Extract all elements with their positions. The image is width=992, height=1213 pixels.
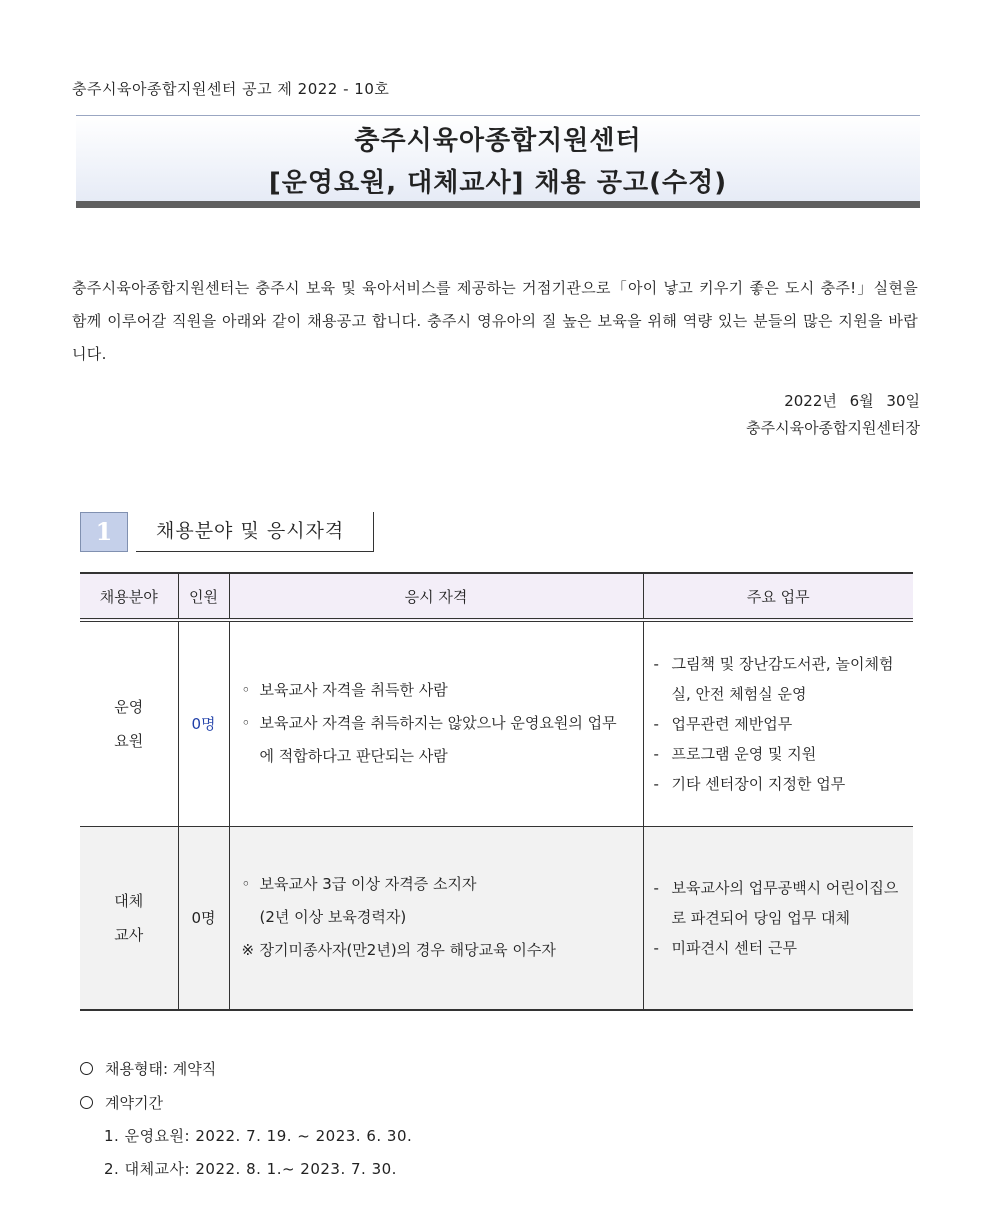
qualification-item <box>242 707 631 773</box>
notice-number: 충주시육아종합지원센터 공고 제 2022 - 10호 <box>72 80 390 98</box>
field-cell <box>80 620 178 826</box>
dash-mark: - <box>653 714 659 733</box>
field-label: 교사 <box>114 925 144 944</box>
duty-item <box>654 933 904 963</box>
qualification-cell <box>229 826 643 1010</box>
header-duties: 주요 업무 <box>643 573 913 620</box>
table-row <box>80 826 913 1010</box>
dash-mark: - <box>653 878 659 897</box>
duty-text: 프로그램 운영 및 지원 <box>671 744 817 763</box>
qualification-text: (2년 이상 보육경력자) <box>259 908 407 927</box>
qualification-item <box>242 868 631 901</box>
qualification-text: 보육교사 자격을 취득한 사람 <box>259 681 448 700</box>
header-field: 채용분야 <box>80 573 178 620</box>
bullet-mark: ◦ <box>241 875 251 894</box>
duty-item <box>654 739 904 769</box>
page-title: 충주시육아종합지원센터 <box>354 126 642 156</box>
header-qualification: 응시 자격 <box>229 573 643 620</box>
header-count: 인원 <box>178 573 229 620</box>
table-row <box>80 620 913 826</box>
field-cell <box>80 826 178 1010</box>
qualification-text: 보육교사 자격을 취득하지는 않았으나 운영요원의 업무에 적합하다고 판단되는 사람 <box>259 714 617 766</box>
duty-text: 그림책 및 장난감도서관, 놀이체험실, 안전 체험실 운영 <box>671 654 894 703</box>
count-cell: 0명 <box>178 826 229 1010</box>
qualification-item <box>242 901 631 934</box>
duties-cell <box>643 826 913 1010</box>
duties-cell <box>643 620 913 826</box>
contract-period-item: 2. 대체교사: 2022. 8. 1.~ 2023. 7. 30. <box>104 1160 397 1178</box>
section-number-badge: 1 <box>80 512 128 552</box>
duty-text: 보육교사의 업무공백시 어린이집으로 파견되어 당임 업무 대체 <box>671 878 899 927</box>
qualification-text: 보육교사 3급 이상 자격증 소지자 <box>259 875 477 894</box>
bullet-mark <box>242 901 260 934</box>
intro-paragraph: 충주시육아종합지원센터는 충주시 보육 및 육아서비스를 제공하는 거점기관으로「아이 낳고 키우기 좋은 도시 충주!」실현을 함께 이루어갈 직원을 아래와 같이 채용공고 합니다. 충주시 영유아의 질 높은 보육을 위해 역량 있는 분들의 많은 지원을 바랍니다. <box>72 279 918 363</box>
title-banner <box>76 115 920 208</box>
page-subtitle: [운영요원, 대체교사] 채용 공고(수정) <box>268 168 728 198</box>
recruitment-table <box>80 572 913 1011</box>
dash-mark: - <box>653 654 659 673</box>
field-label: 요원 <box>114 731 144 750</box>
qualification-item <box>242 934 631 967</box>
contract-period-heading <box>80 1092 163 1113</box>
circle-bullet-icon <box>80 1096 93 1109</box>
section-title: 채용분야 및 응시자격 <box>136 512 374 552</box>
qualification-text: 장기미종사자(만2년)의 경우 해당교육 이수자 <box>259 941 556 960</box>
count-cell: 0명 <box>178 620 229 826</box>
signer: 충주시육아종합지원센터장 <box>746 419 920 437</box>
field-label: 대체 <box>114 891 144 910</box>
dash-mark: - <box>653 938 659 957</box>
duty-text: 미파견시 센터 근무 <box>671 938 797 957</box>
dash-mark: - <box>653 774 659 793</box>
bullet-mark: ◦ <box>241 681 251 700</box>
contract-period-item: 1. 운영요원: 2022. 7. 19. ~ 2023. 6. 30. <box>104 1127 413 1145</box>
notice-date: 2022년 6월 30일 <box>784 392 920 410</box>
duty-item <box>654 873 904 933</box>
employment-type <box>80 1058 216 1079</box>
circle-bullet-icon <box>80 1062 93 1075</box>
duty-text: 업무관련 제반업무 <box>671 714 793 733</box>
note-mark: ※ <box>241 941 255 960</box>
field-label: 운영 <box>114 697 144 716</box>
table-header-row <box>80 573 913 620</box>
employment-type-text: 채용형태: 계약직 <box>105 1060 217 1078</box>
qualification-item <box>242 674 631 707</box>
duty-item <box>654 769 904 799</box>
duty-text: 기타 센터장이 지정한 업무 <box>671 774 846 793</box>
contract-period-label: 계약기간 <box>105 1094 163 1112</box>
duty-item <box>654 649 904 709</box>
qualification-cell <box>229 620 643 826</box>
dash-mark: - <box>653 744 659 763</box>
duty-item <box>654 709 904 739</box>
bullet-mark: ◦ <box>241 714 251 733</box>
